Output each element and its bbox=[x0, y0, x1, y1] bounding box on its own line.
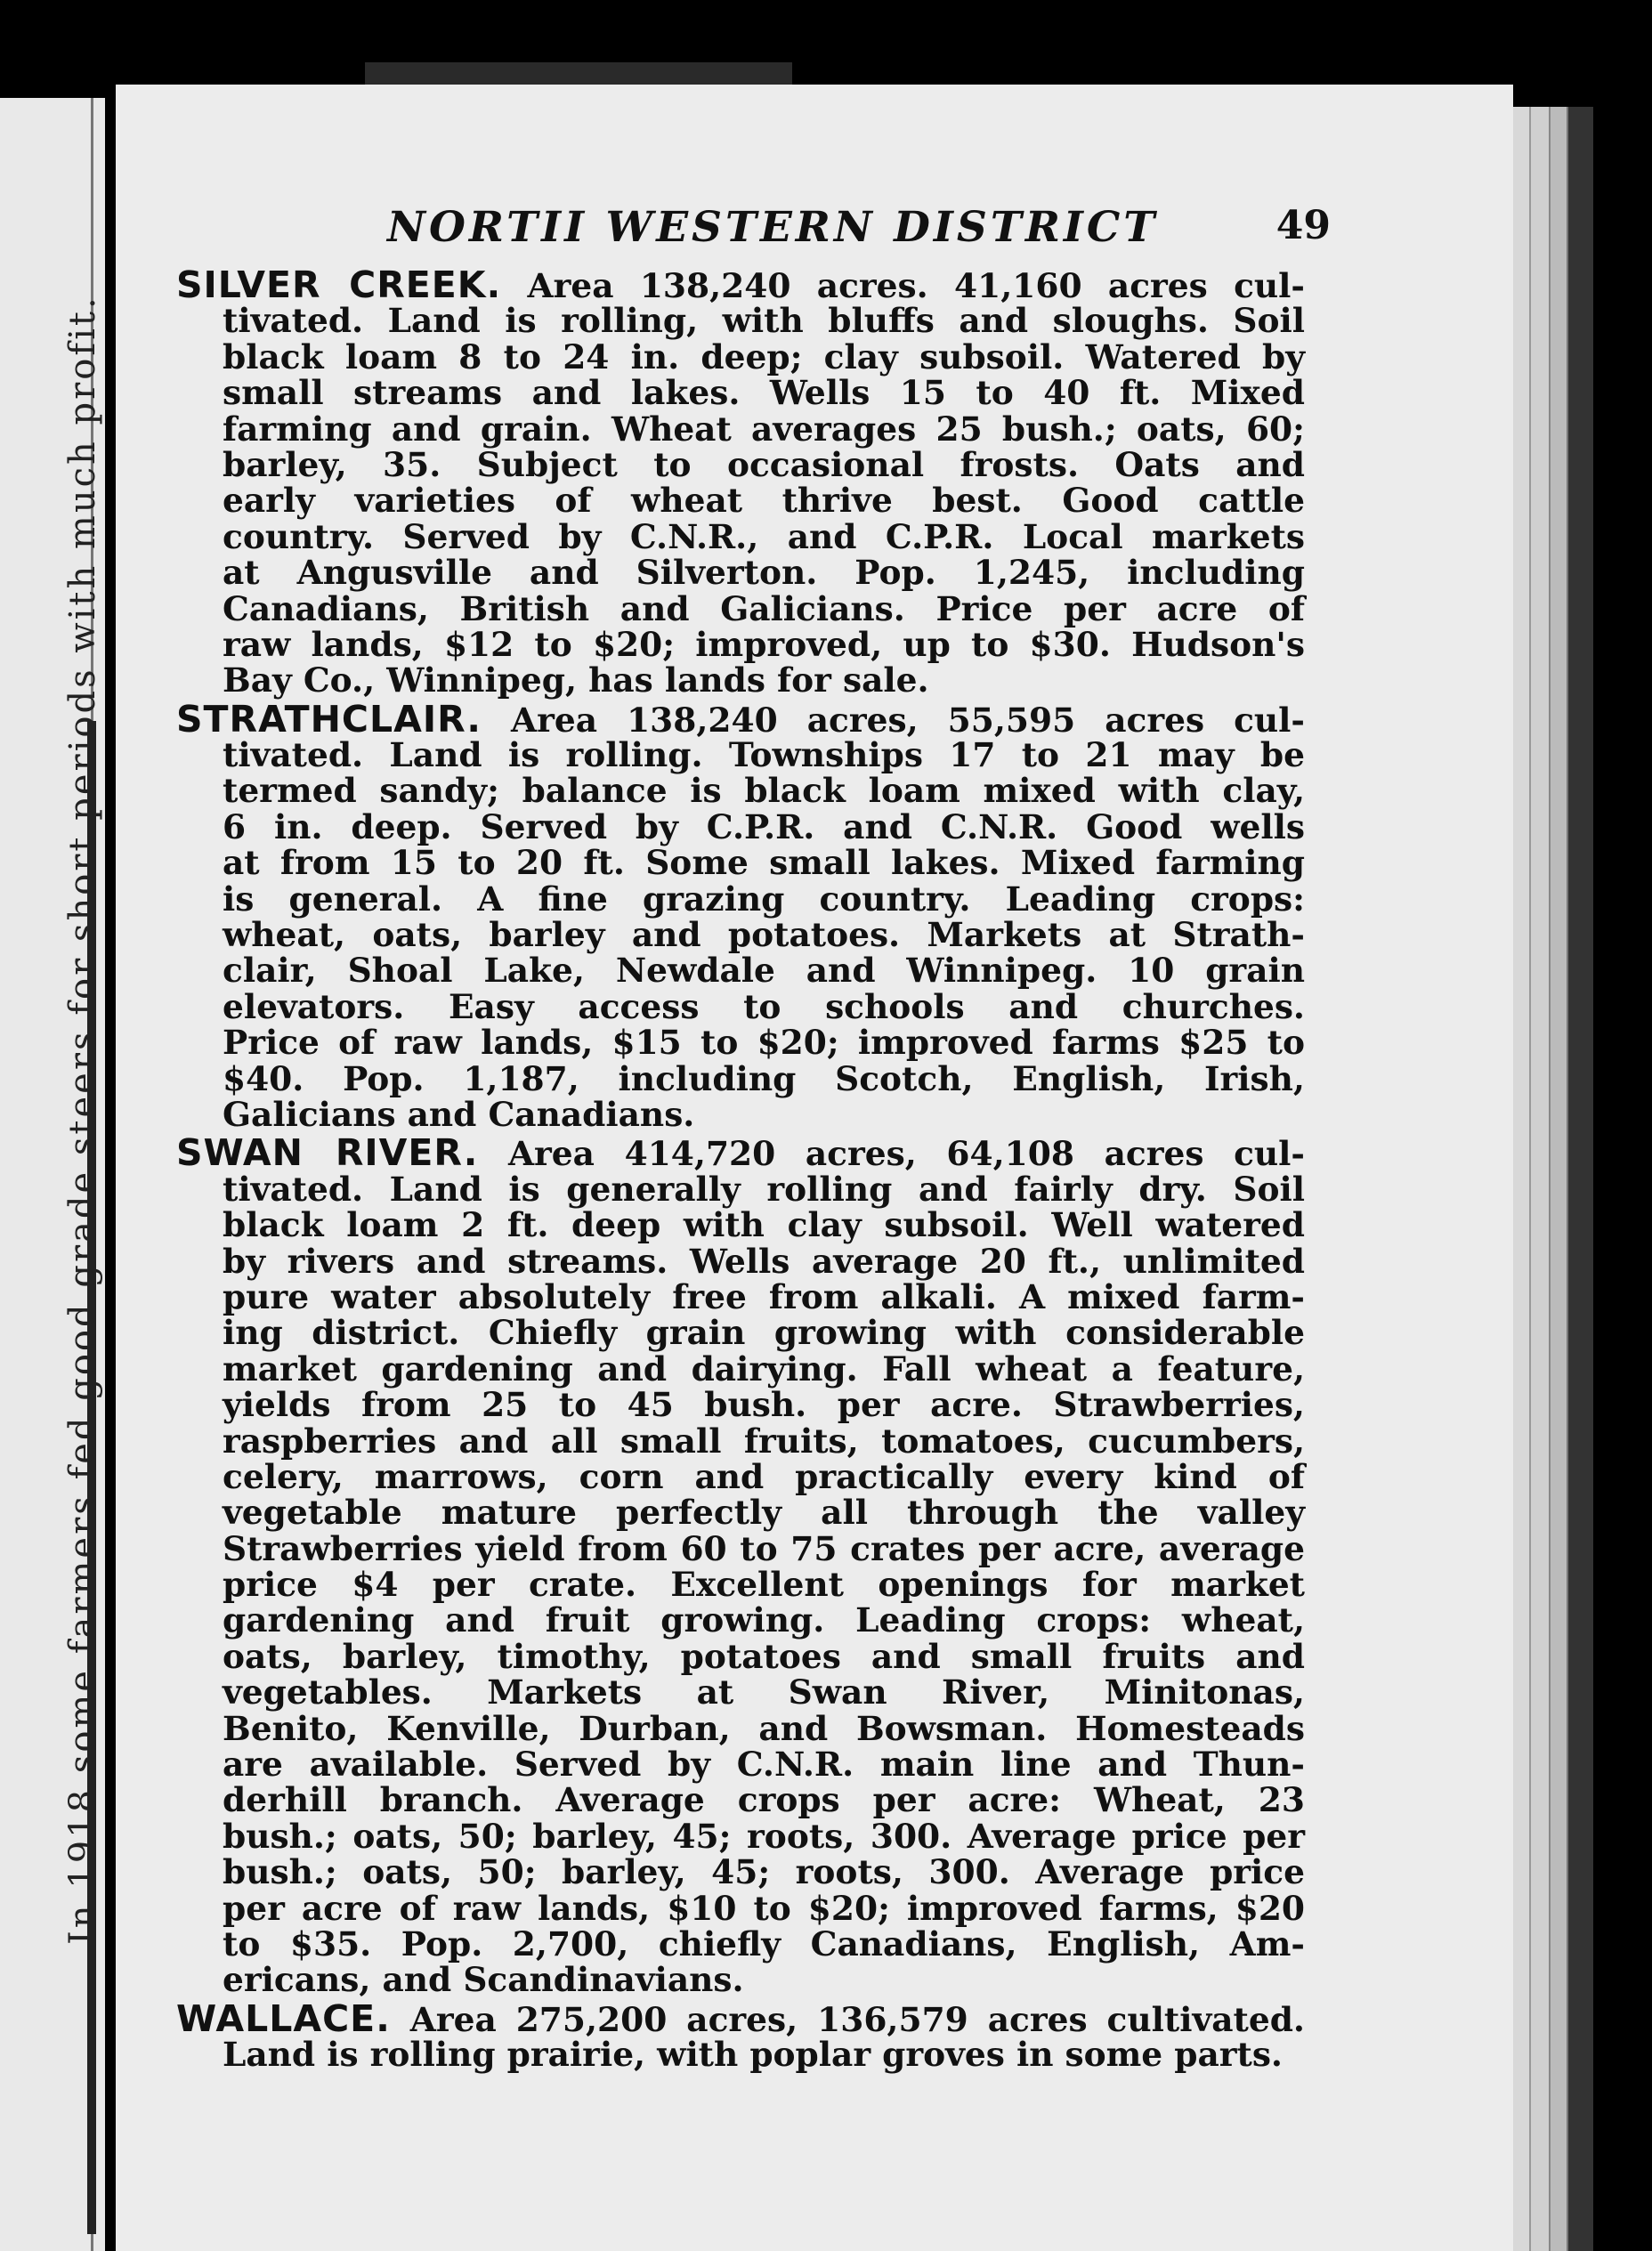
entry-line bbox=[176, 1171, 1305, 1207]
entry-text: barley, 35. Subject to occasional frosts. Oats and bbox=[223, 444, 1305, 484]
entry-text: early varieties of wheat thrive best. Good cattle bbox=[223, 481, 1305, 521]
entry-text: are available. Served by C.N.R. main line and Thun- bbox=[223, 1745, 1305, 1785]
entry-text: Area 414,720 acres, 64,108 acres cul- bbox=[507, 1134, 1305, 1174]
entry-line bbox=[176, 1602, 1305, 1638]
entry-text: bush.; oats, 50; barley, 45; roots, 300. Average price bbox=[223, 1852, 1305, 1892]
entry-line bbox=[176, 915, 1305, 955]
entry-line bbox=[176, 1313, 1305, 1353]
entry-text: clair, Shoal Lake, Newdale and Winnipeg. 10 grain bbox=[223, 951, 1305, 991]
entry-text: at Angusville and Silverton. Pop. 1,245, including bbox=[223, 553, 1305, 593]
page-edges bbox=[1513, 107, 1593, 2251]
entry-text: per acre of raw lands, $10 to $20; improved farms, $20 bbox=[223, 1888, 1305, 1928]
entry-line bbox=[176, 1131, 1305, 1175]
entry-line bbox=[176, 1207, 1305, 1243]
entry-text: ericans, and Scandinavians. bbox=[223, 1960, 744, 2000]
entry-text: Strawberries yield from 60 to 75 crates per acre, average bbox=[223, 1528, 1305, 1568]
entry-line bbox=[176, 662, 1305, 698]
entry-text: country. Served by C.N.R., and C.P.R. Local markets bbox=[223, 516, 1305, 556]
entry-text: termed sandy; balance is black loam mixed with clay, bbox=[223, 771, 1305, 811]
entry-line bbox=[176, 516, 1305, 556]
entry-line bbox=[176, 1818, 1305, 1854]
entry-text: celery, marrows, corn and practically every kind of bbox=[223, 1456, 1305, 1496]
entry-line bbox=[176, 1243, 1305, 1279]
entry-line bbox=[176, 1996, 1305, 2040]
entry-text: oats, barley, timothy, potatoes and small fruits and bbox=[223, 1636, 1305, 1676]
district-entry bbox=[176, 1996, 1305, 2075]
entry-heading: SWAN RIVER. bbox=[176, 1131, 479, 1175]
entry-line bbox=[176, 1636, 1305, 1676]
entry-line bbox=[176, 444, 1305, 484]
entry-line bbox=[176, 1960, 1305, 2000]
entry-line bbox=[176, 263, 1305, 306]
entry-text: Galicians and Canadians. bbox=[223, 1094, 695, 1134]
entry-text: bush.; oats, 50; barley, 45; roots, 300. Average price per bbox=[223, 1816, 1305, 1856]
entry-text: farming and grain. Wheat averages 25 bush.; oats, 60; bbox=[223, 409, 1305, 449]
entry-text: at from 15 to 20 ft. Some small lakes. Mixed farming bbox=[223, 843, 1305, 883]
entry-line bbox=[176, 1565, 1305, 1605]
entry-text: small streams and lakes. Wells 15 to 40 ft. Mixed bbox=[223, 373, 1305, 413]
entry-line bbox=[176, 1348, 1305, 1389]
entry-line bbox=[176, 553, 1305, 593]
running-title: NORTII WESTERN DISTRICT bbox=[387, 203, 1159, 252]
entry-text: black loam 2 ft. deep with clay subsoil. Well watered bbox=[223, 1205, 1305, 1245]
entry-text: market gardening and dairying. Fall wheat a feature, bbox=[223, 1348, 1305, 1389]
entry-text: Area 138,240 acres, 55,595 acres cul- bbox=[511, 700, 1305, 740]
entry-text: price $4 per crate. Excellent openings for market bbox=[223, 1565, 1305, 1605]
entry-line bbox=[176, 624, 1305, 664]
entry-text: ing district. Chiefly grain growing with considerable bbox=[223, 1313, 1305, 1353]
entry-text: gardening and fruit growing. Leading crops: wheat, bbox=[223, 1600, 1305, 1640]
entry-text: derhill branch. Average crops per acre: Wheat, 23 bbox=[223, 1780, 1305, 1820]
entry-text: raspberries and all small fruits, tomatoes, cucumbers, bbox=[223, 1421, 1305, 1461]
entry-line bbox=[176, 1888, 1305, 1928]
document-body bbox=[176, 263, 1305, 2076]
entry-line bbox=[176, 1708, 1305, 1748]
side-note: In 1918 some farmers fed good grade steers for short periods with much profit. bbox=[62, 295, 103, 1945]
entry-text: tivated. Land is generally rolling and fairly dry. Soil bbox=[223, 1169, 1305, 1209]
entry-line bbox=[176, 411, 1305, 447]
entry-line bbox=[176, 1423, 1305, 1459]
entry-text: tivated. Land is rolling. Townships 17 to 21 may be bbox=[223, 735, 1305, 775]
entry-line bbox=[176, 737, 1305, 773]
entry-text: elevators. Easy access to schools and churches. bbox=[223, 986, 1305, 1026]
entry-text: Price of raw lands, $15 to $20; improved farms $25 to bbox=[223, 1023, 1305, 1063]
entry-text: Canadians, British and Galicians. Price per acre of bbox=[223, 588, 1305, 628]
entry-text: Area 138,240 acres. 41,160 acres cul- bbox=[527, 266, 1305, 305]
entry-line bbox=[176, 1745, 1305, 1785]
district-entry bbox=[176, 697, 1305, 1134]
entry-text: 6 in. deep. Served by C.P.R. and C.N.R. Good wells bbox=[223, 806, 1305, 846]
entry-line bbox=[176, 1528, 1305, 1568]
entry-line bbox=[176, 1672, 1305, 1713]
entry-text: is general. A fine grazing country. Leading crops: bbox=[223, 879, 1305, 919]
entry-line bbox=[176, 1385, 1305, 1425]
entry-text: vegetables. Markets at Swan River, Minitonas, bbox=[223, 1672, 1305, 1713]
entry-heading: WALLACE. bbox=[176, 1996, 391, 2040]
entry-text: wheat, oats, barley and potatoes. Markets at Strath- bbox=[223, 915, 1305, 955]
entry-text: to $35. Pop. 2,700, chiefly Canadians, English, Am- bbox=[223, 1923, 1305, 1964]
entry-line bbox=[176, 1456, 1305, 1496]
entry-line bbox=[176, 481, 1305, 521]
entry-heading: SILVER CREEK. bbox=[176, 263, 502, 306]
district-entry bbox=[176, 1131, 1305, 2000]
district-entry bbox=[176, 263, 1305, 700]
entry-line bbox=[176, 843, 1305, 883]
entry-line bbox=[176, 1276, 1305, 1316]
entry-heading: STRATHCLAIR. bbox=[176, 697, 482, 741]
entry-text: pure water absolutely free from alkali. A mixed farm- bbox=[223, 1276, 1305, 1316]
entry-line bbox=[176, 951, 1305, 991]
entry-line bbox=[176, 336, 1305, 377]
entry-line bbox=[176, 697, 1305, 741]
page-number: 49 bbox=[1275, 203, 1331, 248]
entry-text: $40. Pop. 1,187, including Scotch, English, Irish, bbox=[223, 1058, 1305, 1098]
entry-line bbox=[176, 986, 1305, 1026]
entry-line bbox=[176, 373, 1305, 413]
entry-text: Bay Co., Winnipeg, has lands for sale. bbox=[223, 660, 929, 700]
entry-line bbox=[176, 588, 1305, 628]
running-header bbox=[280, 203, 1331, 256]
entry-text: Land is rolling prairie, with poplar groves in some parts. bbox=[223, 2035, 1283, 2075]
entry-line bbox=[176, 1782, 1305, 1818]
entry-line bbox=[176, 2035, 1305, 2075]
entry-text: black loam 8 to 24 in. deep; clay subsoil. Watered by bbox=[223, 336, 1305, 377]
entry-text: raw lands, $12 to $20; improved, up to $30. Hudson's bbox=[223, 624, 1305, 664]
entry-line bbox=[176, 771, 1305, 811]
entry-text: Area 275,200 acres, 136,579 acres cultivated. bbox=[409, 1999, 1305, 2039]
entry-line bbox=[176, 1058, 1305, 1098]
entry-line bbox=[176, 1854, 1305, 1890]
entry-line bbox=[176, 1923, 1305, 1964]
entry-text: tivated. Land is rolling, with bluffs and sloughs. Soil bbox=[223, 301, 1305, 341]
entry-text: vegetable mature perfectly all through the valley bbox=[223, 1493, 1305, 1533]
entry-line bbox=[176, 301, 1305, 341]
entry-line bbox=[176, 1493, 1305, 1533]
entry-text: by rivers and streams. Wells average 20 ft., unlimited bbox=[223, 1241, 1305, 1281]
entry-line bbox=[176, 1023, 1305, 1063]
entry-text: Benito, Kenville, Durban, and Bowsman. Homesteads bbox=[223, 1708, 1305, 1748]
entry-line bbox=[176, 806, 1305, 846]
entry-text: yields from 25 to 45 bush. per acre. Strawberries, bbox=[223, 1385, 1305, 1425]
entry-line bbox=[176, 881, 1305, 917]
entry-line bbox=[176, 1094, 1305, 1134]
